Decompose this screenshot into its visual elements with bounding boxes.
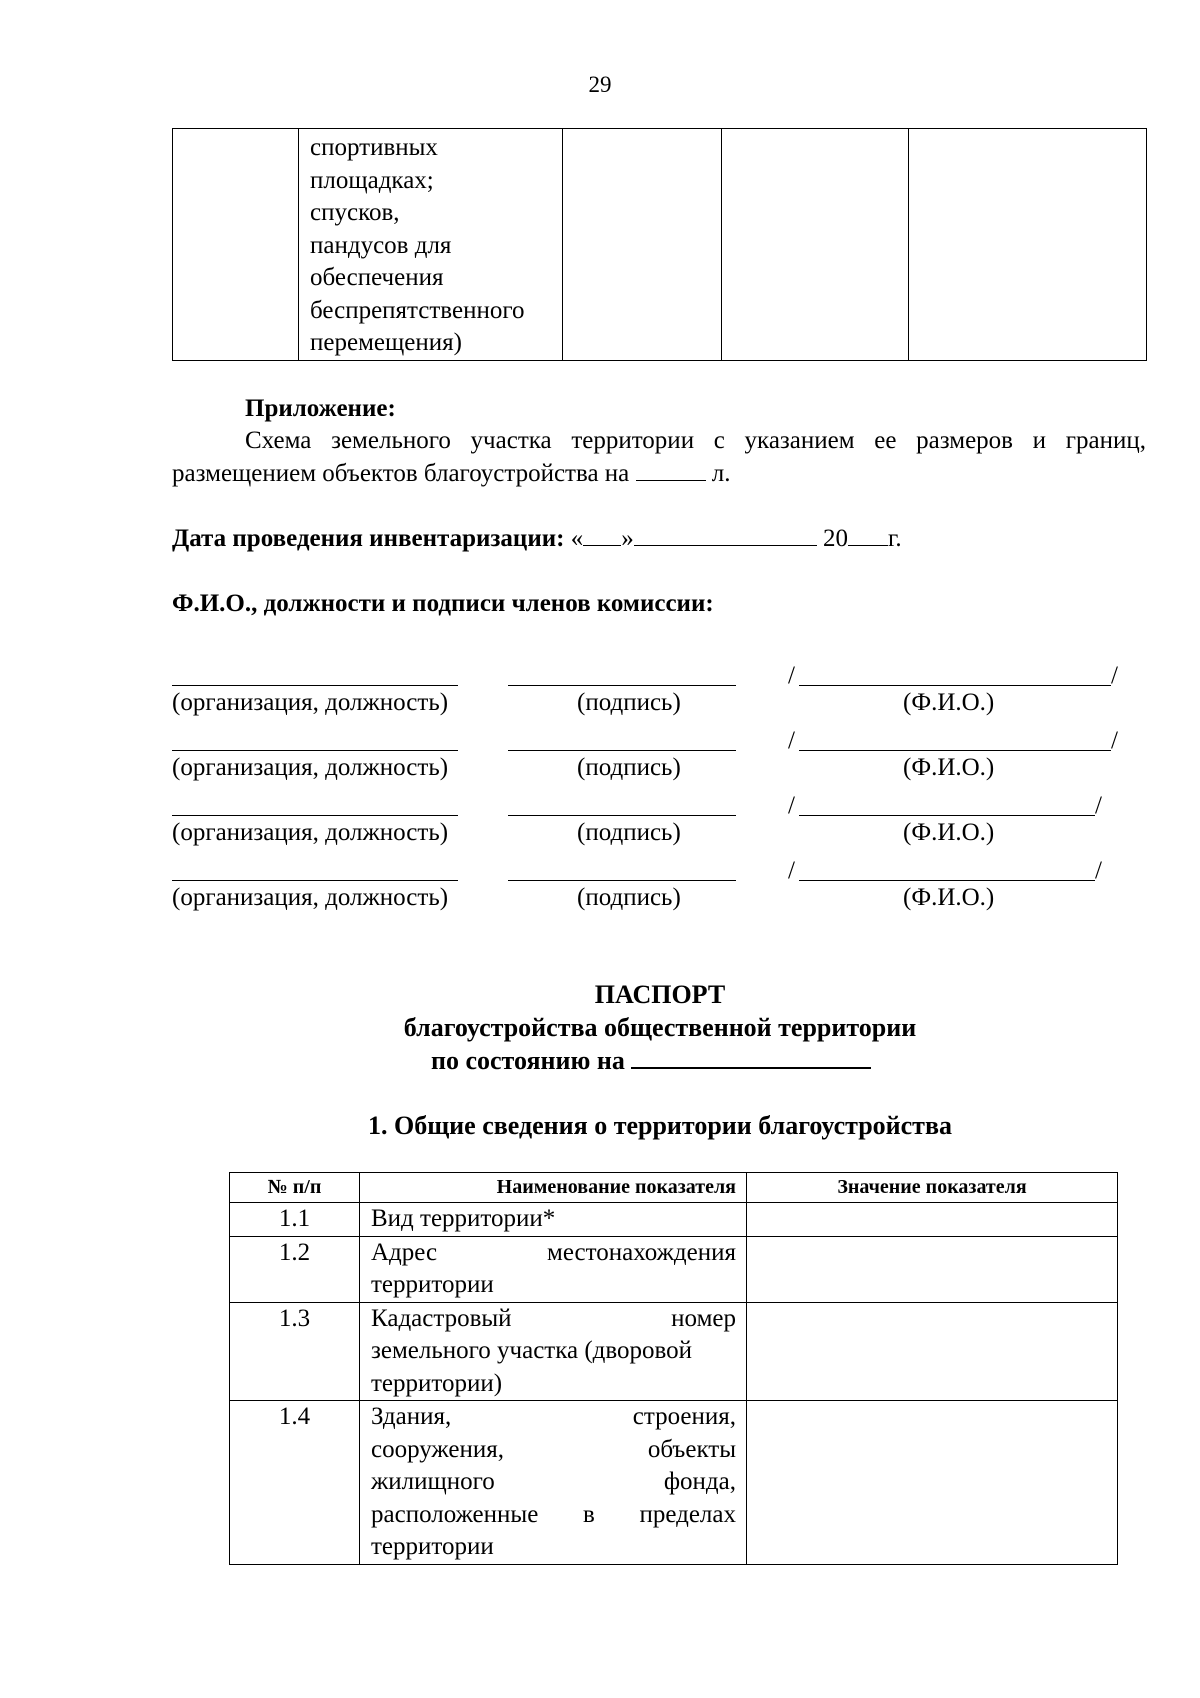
header-value: Значение показателя xyxy=(747,1173,1118,1203)
row-name xyxy=(360,1401,747,1565)
year-blank xyxy=(848,525,888,546)
table-row xyxy=(173,129,1147,361)
cell-text xyxy=(299,129,562,360)
inventory-date xyxy=(172,525,902,553)
organization-caption: (организация, должность) xyxy=(172,884,449,911)
word: пределах xyxy=(639,1500,736,1528)
name-line: территории xyxy=(371,1271,494,1298)
row-name xyxy=(360,1203,747,1237)
signature-caption: (подпись) xyxy=(577,884,681,911)
word: объекты xyxy=(647,1435,736,1463)
slash-open: / xyxy=(788,857,795,884)
name-caption: (Ф.И.О.) xyxy=(903,819,995,846)
name-caption: (Ф.И.О.) xyxy=(903,884,995,911)
row-value xyxy=(747,1302,1118,1401)
table-cell xyxy=(909,129,1147,361)
row-name xyxy=(360,1302,747,1401)
open-quote: « xyxy=(570,525,584,552)
cell-line: спортивных xyxy=(310,134,438,161)
close-quote: » xyxy=(621,525,634,552)
year-suffix: г. xyxy=(887,525,902,552)
name-line xyxy=(799,815,1095,816)
name-line xyxy=(799,750,1111,751)
table-row xyxy=(230,1236,1118,1302)
cell-line: спусков, xyxy=(310,199,400,226)
table-row xyxy=(230,1401,1118,1565)
word: Адрес xyxy=(371,1238,438,1266)
row-num: 1.4 xyxy=(230,1401,360,1565)
slash-close: / xyxy=(1095,792,1102,819)
table-cell xyxy=(173,129,299,361)
name-line xyxy=(799,880,1095,881)
word: номер xyxy=(671,1304,736,1332)
word: Кадастровый xyxy=(371,1304,512,1332)
name-line: территории) xyxy=(371,1369,503,1397)
name-line xyxy=(371,1237,736,1270)
row-value xyxy=(747,1203,1118,1237)
row-value xyxy=(747,1401,1118,1565)
passport-table xyxy=(229,1172,1118,1565)
state-date-blank xyxy=(631,1047,871,1069)
organization-caption: (организация, должность) xyxy=(172,819,449,846)
slash-open: / xyxy=(788,727,795,754)
section-title: 1. Общие сведения о территории благоустройства xyxy=(368,1111,952,1140)
word: строения, xyxy=(632,1403,736,1430)
row-num: 1.3 xyxy=(230,1302,360,1401)
month-blank xyxy=(634,525,817,546)
word: жилищного xyxy=(371,1468,495,1495)
page-number: 29 xyxy=(588,72,612,97)
organization-line xyxy=(172,815,458,816)
header-num: № п/п xyxy=(230,1173,360,1203)
cell-line: площадках; xyxy=(310,166,434,194)
appendix-line-2 xyxy=(172,460,731,488)
organization-line xyxy=(172,685,458,686)
signature-caption: (подпись) xyxy=(577,689,681,716)
appendix-line-2-prefix: размещением объектов благоустройства на xyxy=(172,460,630,487)
organization-caption: (организация, должность) xyxy=(172,689,449,716)
organization-line xyxy=(172,880,458,881)
sheet-count-blank xyxy=(636,460,706,481)
cell-line: пандусов для xyxy=(310,231,452,259)
name-line: Вид территории* xyxy=(371,1205,556,1232)
table-row xyxy=(230,1302,1118,1401)
slash-open: / xyxy=(788,792,795,819)
row-value xyxy=(747,1236,1118,1302)
name-line xyxy=(371,1434,736,1467)
table-cell xyxy=(563,129,722,361)
appendix-line-2-suffix: л. xyxy=(711,460,731,487)
word: Здания, xyxy=(371,1403,452,1430)
slash-open: / xyxy=(788,662,795,689)
signature-caption: (подпись) xyxy=(577,754,681,781)
cell-line: обеспечения xyxy=(310,264,444,291)
row-num: 1.2 xyxy=(230,1236,360,1302)
table-row xyxy=(230,1203,1118,1237)
name-line: земельного участка (дворовой xyxy=(371,1337,693,1364)
day-blank xyxy=(583,525,621,546)
continuation-table xyxy=(172,128,1147,361)
slash-close: / xyxy=(1095,857,1102,884)
table-header-row xyxy=(230,1173,1118,1203)
slash-close: / xyxy=(1111,662,1118,689)
row-num: 1.1 xyxy=(230,1203,360,1237)
table-cell xyxy=(722,129,909,361)
name-caption: (Ф.И.О.) xyxy=(903,754,995,781)
slash-close: / xyxy=(1111,727,1118,754)
signature-line xyxy=(508,685,736,686)
cell-line: перемещения) xyxy=(310,329,462,356)
name-line xyxy=(371,1401,736,1434)
organization-line xyxy=(172,750,458,751)
commission-heading: Ф.И.О., должности и подписи членов комиссии: xyxy=(172,590,714,617)
name-caption: (Ф.И.О.) xyxy=(903,689,995,716)
word: фонда, xyxy=(663,1468,736,1495)
table-cell xyxy=(299,129,563,361)
cell-line: беспрепятственного xyxy=(310,296,525,324)
word: сооружения, xyxy=(371,1435,504,1463)
inventory-date-label: Дата проведения инвентаризации: xyxy=(172,525,565,552)
row-name xyxy=(360,1236,747,1302)
name-line xyxy=(371,1303,736,1336)
passport-title: ПАСПОРТ xyxy=(594,980,726,1009)
word: расположенные xyxy=(371,1500,539,1528)
passport-state-label: по состоянию на xyxy=(431,1046,625,1075)
word: местонахождения xyxy=(547,1238,736,1266)
passport-subtitle: благоустройства общественной территории xyxy=(403,1013,917,1042)
appendix-heading: Приложение: xyxy=(245,395,396,422)
organization-caption: (организация, должность) xyxy=(172,754,449,781)
appendix-line-1: Схема земельного участка территории с указанием ее размеров и границ, xyxy=(245,427,1146,454)
year-prefix: 20 xyxy=(822,525,848,552)
signature-line xyxy=(508,815,736,816)
name-line xyxy=(371,1499,736,1532)
name-line xyxy=(799,685,1111,686)
name-line: территории xyxy=(371,1533,494,1560)
signature-caption: (подпись) xyxy=(577,819,681,846)
signature-line xyxy=(508,880,736,881)
signature-line xyxy=(508,750,736,751)
name-line xyxy=(371,1466,736,1499)
word: в xyxy=(582,1500,595,1528)
passport-state xyxy=(431,1046,871,1076)
header-name: Наименование показателя xyxy=(360,1173,747,1203)
